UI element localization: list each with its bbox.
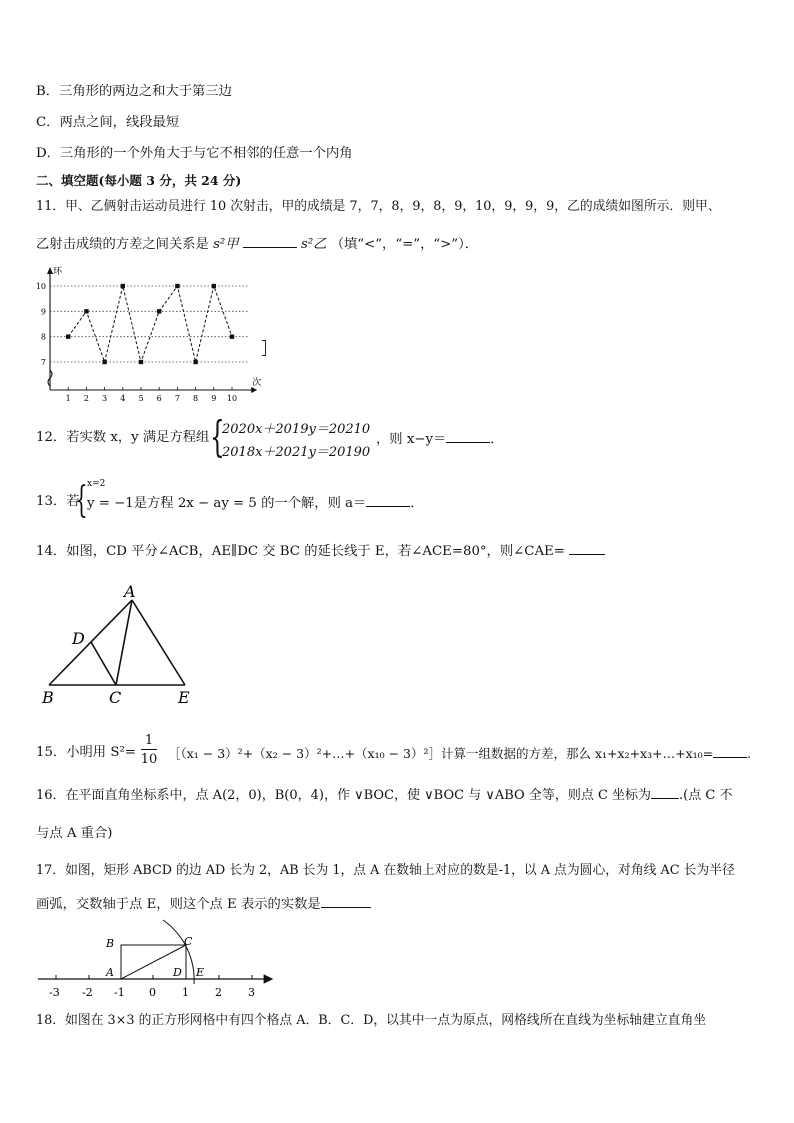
tick-neg3: -3 — [49, 986, 60, 999]
x-tick-8: 8 — [193, 394, 199, 403]
data-point-6 — [157, 309, 161, 313]
q13-prefix: 13．若 — [36, 494, 80, 509]
q16-line1 — [36, 785, 732, 805]
section-title: 二、填空题(每小题 3 分，共 24 分) — [36, 173, 242, 188]
q13-mid: 是方程 2x − ay = 5 的一个解，则 a＝ — [133, 496, 367, 511]
q13-end: ． — [410, 496, 424, 511]
q14-figure — [36, 580, 206, 710]
label-e: E — [178, 688, 190, 707]
answer-blank-12[interactable] — [446, 429, 490, 443]
x-axis-label: 次 — [252, 378, 262, 388]
data-point-2 — [84, 309, 88, 313]
q13-x: x=2 — [87, 479, 106, 489]
chart-layer — [36, 266, 261, 403]
label-c: C — [109, 688, 122, 707]
y-tick-7: 7 — [40, 358, 46, 367]
q11-hint: （填“<”，“=”，“>”）． — [330, 237, 479, 252]
q17-text: 画弧，交数轴于点 E，则这个点 E 表示的实数是 — [36, 897, 321, 912]
q11-chart — [36, 264, 276, 412]
q15-prefix: 15．小明用 S²= — [36, 745, 136, 760]
q15-denominator: 10 — [140, 752, 158, 767]
tick-2: 2 — [215, 986, 222, 999]
tick-3: 3 — [248, 986, 255, 999]
tick-1: 1 — [182, 986, 189, 999]
x-tick-2: 2 — [83, 394, 89, 403]
q11-line1: 11．甲、乙俩射击运动员进行 10 次射击，甲的成绩是 7，7，8，9，8，9，10，9，9，9，乙的成绩如图所示．则甲、 — [36, 199, 721, 214]
q12-prefix: 12．若实数 x，y 满足方程组 — [36, 430, 210, 445]
q17-label-d: D — [173, 966, 182, 979]
q11-line2 — [36, 234, 478, 254]
q11-text: 乙射击成绩的方差之间关系是 — [36, 237, 209, 252]
q17-line2 — [36, 894, 371, 914]
s-jia: s²甲 — [213, 237, 239, 252]
q12-end: ． — [490, 432, 504, 447]
tick-neg2: -2 — [82, 986, 93, 999]
answer-blank-14[interactable] — [569, 541, 605, 555]
q16-text: 16．在平面直角坐标系中，点 A(2，0)，B(0，4)，作 ∨BOC，使 ∨BOC 与 ∨ABO 全等，则点 C 坐标为 — [36, 788, 652, 803]
q15-rest — [168, 744, 751, 763]
x-tick-5: 5 — [138, 394, 144, 403]
label-b: B — [42, 688, 54, 707]
tick-0: 0 — [149, 986, 156, 999]
q15-end: . — [747, 746, 752, 761]
y-tick-10: 10 — [36, 282, 46, 291]
answer-blank-11[interactable] — [243, 234, 297, 248]
x-tick-1: 1 — [65, 394, 71, 403]
label-d: D — [72, 629, 85, 648]
s-yi: s²乙 — [301, 237, 327, 252]
q17-label-b: B — [106, 937, 115, 950]
q14-text: 14．如图，CD 平分∠ACB，AE∥DC 交 BC 的延长线于 E，若∠ACE=80°，则∠CAE= — [36, 544, 565, 559]
q17-label-a: A — [106, 966, 114, 979]
q17-line1: 17．如图，矩形 ABCD 的边 AD 长为 2，AB 长为 1，点 A 在数轴上对应的数是-1，以 A 点为圆心，对角线 AC 长为半径 — [36, 863, 735, 878]
x-tick-4: 4 — [120, 394, 126, 403]
option-c: C．两点之间，线段最短 — [36, 115, 180, 130]
x-tick-3: 3 — [102, 394, 108, 403]
x-tick-9: 9 — [211, 394, 217, 403]
q12-eq1: 2020x＋2019y＝20210 — [222, 422, 371, 437]
data-point-5 — [139, 360, 143, 364]
option-d: D．三角形的一个外角大于与它不相邻的任意一个内角 — [36, 146, 353, 161]
q13-y: y = −1 — [87, 496, 134, 511]
y-tick-8: 8 — [40, 332, 46, 342]
x-tick-7: 7 — [174, 394, 180, 403]
q17-figure — [36, 918, 286, 1004]
y-tick-9: 9 — [40, 307, 46, 317]
q12-brace: { — [210, 412, 225, 461]
q12-suffix: ，则 x−y＝ — [376, 432, 447, 447]
q15-body: ［（x₁ − 3）²+（x₂ − 3）²+…+（x₁₀ − 3）²］计算一组数据的方差，那么 x₁+x₂+x₃+…+x₁₀= — [168, 746, 714, 761]
x-tick-6: 6 — [156, 394, 162, 403]
label-a: A — [124, 582, 136, 601]
q17-label-c: C — [184, 935, 193, 948]
answer-blank-16[interactable] — [651, 785, 679, 799]
q15-numerator: 1 — [141, 733, 157, 750]
q13-brace: { — [75, 480, 88, 521]
q16-text-b: .(点 C 不 — [679, 788, 733, 803]
data-point-1 — [66, 334, 70, 338]
y-axis-label: 环 — [53, 267, 63, 277]
q17-label-e: E — [196, 966, 205, 979]
q14-line — [36, 541, 605, 561]
data-point-8 — [193, 360, 197, 364]
stray-mark — [262, 340, 266, 356]
data-point-7 — [175, 284, 179, 288]
q18-line1: 18．如图在 3×3 的正方形网格中有四个格点 A．B．C．D，以其中一点为原点，网格线所在直线为坐标轴建立直角坐 — [36, 1013, 707, 1028]
option-b: B．三角形的两边之和大于第三边 — [36, 84, 232, 99]
q16-line2: 与点 A 重合) — [36, 826, 113, 841]
answer-blank-17[interactable] — [321, 894, 371, 908]
q13-rest — [87, 493, 424, 513]
x-tick-10: 10 — [226, 394, 238, 403]
tick-neg1: -1 — [114, 986, 125, 999]
series-line — [68, 286, 232, 362]
q12-eq2: 2018x＋2021y＝20190 — [222, 445, 371, 460]
data-point-4 — [121, 284, 125, 288]
data-point-10 — [230, 334, 234, 338]
q12-suffix-line — [376, 429, 504, 449]
data-point-3 — [102, 360, 106, 364]
data-point-9 — [212, 284, 216, 288]
answer-blank-15[interactable] — [713, 744, 747, 758]
answer-blank-13[interactable] — [366, 493, 410, 507]
